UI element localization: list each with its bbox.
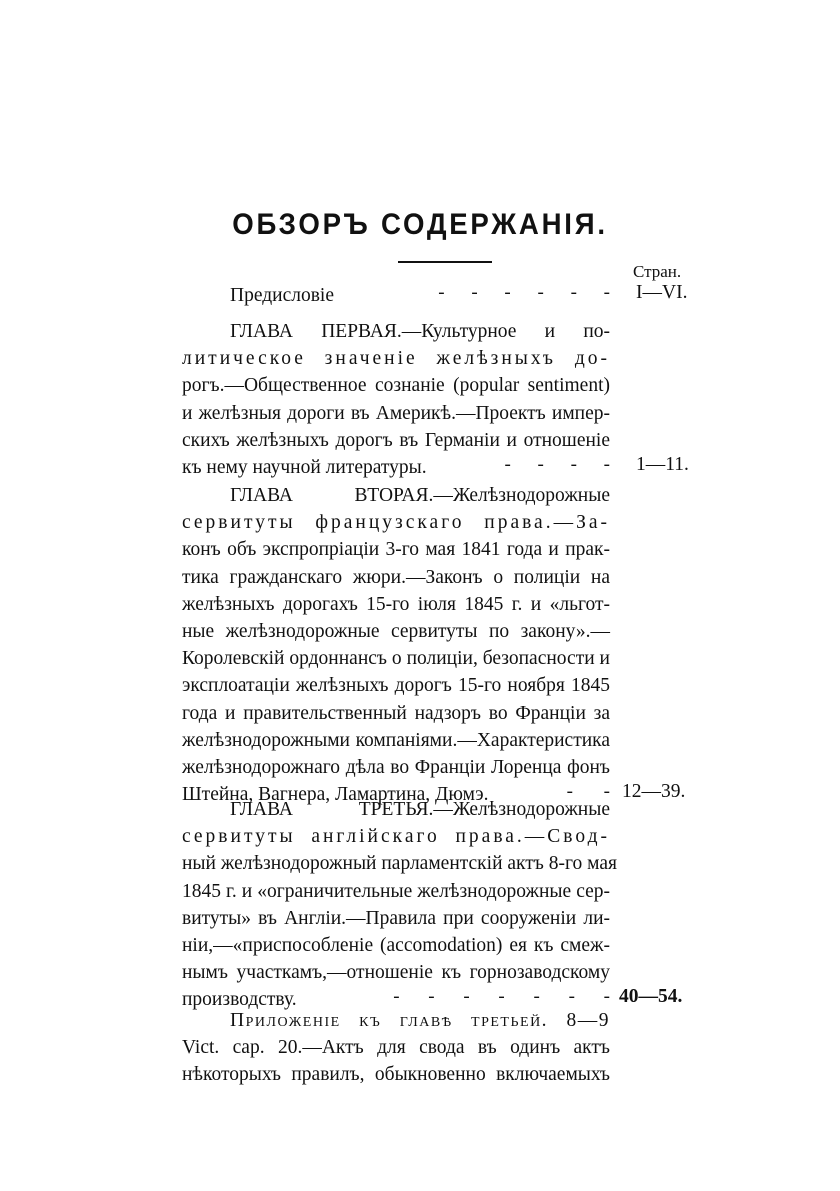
- toc-line: Приложеніе къ главѣ третьей. 8—9: [230, 1010, 610, 1031]
- toc-line: желѣзнодорожными компаніями.—Характеристика: [182, 729, 610, 751]
- toc-line: желѣзнодорожнаго дѣла во Франціи Лоренца фонъ: [182, 757, 610, 778]
- toc-line: 1845 г. и «ограничительные желѣзнодорожные сер-: [182, 880, 610, 902]
- toc-line: эксплоатаціи желѣзныхъ дорогъ 15-го ноября 1845: [182, 675, 610, 697]
- toc-line: къ нему научной литературы.: [182, 457, 427, 478]
- toc-line: скихъ желѣзныхъ дорогъ въ Германіи и отношеніе: [182, 429, 610, 451]
- dot-leader: - - - -: [504, 454, 610, 475]
- page-number: 40—54.: [619, 986, 683, 1008]
- page-column-header: Стран.: [633, 262, 682, 281]
- toc-line: ные желѣзнодорожные сервитуты по закону».—: [182, 621, 610, 642]
- toc-line: ный желѣзнодорожный парламентскій актъ 8-го мая: [182, 853, 617, 875]
- toc-line: и желѣзныя дороги въ Америкѣ.—Проектъ импер-: [182, 402, 610, 424]
- dot-leader: - - - - - -: [438, 282, 610, 303]
- toc-line: ГЛАВА ВТОРАЯ.—Желѣзнодорожные: [230, 485, 610, 506]
- page-number: 1—11.: [636, 454, 689, 475]
- toc-line: нѣкоторыхъ правилъ, обыкновенно включаемыхъ: [182, 1064, 610, 1086]
- toc-line: Vict. cap. 20.—Актъ для свода въ одинъ актъ: [182, 1037, 610, 1059]
- toc-line: производству.: [182, 989, 297, 1011]
- dot-leader: - - - - - - -: [393, 986, 610, 1008]
- page-number: I—VI.: [636, 282, 688, 303]
- toc-line: желѣзныхъ дорогахъ 15-го іюля 1845 г. и «льгот-: [182, 593, 610, 615]
- page-title: ОБЗОРЪ СОДЕРЖАНІЯ.: [232, 208, 608, 241]
- toc-line: конъ объ экспропріаціи 3-го мая 1841 года и прак-: [182, 539, 610, 561]
- toc-line: года и правительственный надзоръ во Франціи за: [182, 702, 610, 724]
- toc-line: литическое значеніе желѣзныхъ до-: [182, 348, 610, 370]
- toc-line: витуты» въ Англіи.—Правила при сооруженіи ли-: [182, 907, 610, 929]
- toc-line: Королевскій ордоннансъ о полиціи, безопасности и: [182, 648, 610, 670]
- toc-line: нымъ участкамъ,—отношеніе къ горнозаводскому: [182, 962, 610, 984]
- toc-line: сервитуты французскаго права.—За-: [182, 512, 610, 534]
- toc-line: Предисловіе: [230, 285, 335, 306]
- dot-leader: - -: [566, 781, 610, 803]
- toc-line: Штейна, Вагнера, Ламартина, Дюмэ.: [182, 784, 489, 806]
- toc-line: рогъ.—Общественное сознаніе (popular sentiment): [182, 375, 610, 397]
- title-rule: [398, 261, 492, 263]
- toc-line: ГЛАВА ПЕРВАЯ.—Культурное и по-: [230, 321, 610, 342]
- toc-line: тика гражданскаго жюри.—Законъ о полиціи на: [182, 566, 610, 588]
- toc-line: ГЛАВА ТРЕТЬЯ.—Желѣзнодорожные: [230, 799, 610, 820]
- toc-line: ніи,—«приспособленіе (accomodation) ея къ смеж-: [182, 935, 610, 956]
- toc-line: сервитуты англійскаго права.—Свод-: [182, 826, 610, 848]
- page-number: 12—39.: [622, 781, 686, 803]
